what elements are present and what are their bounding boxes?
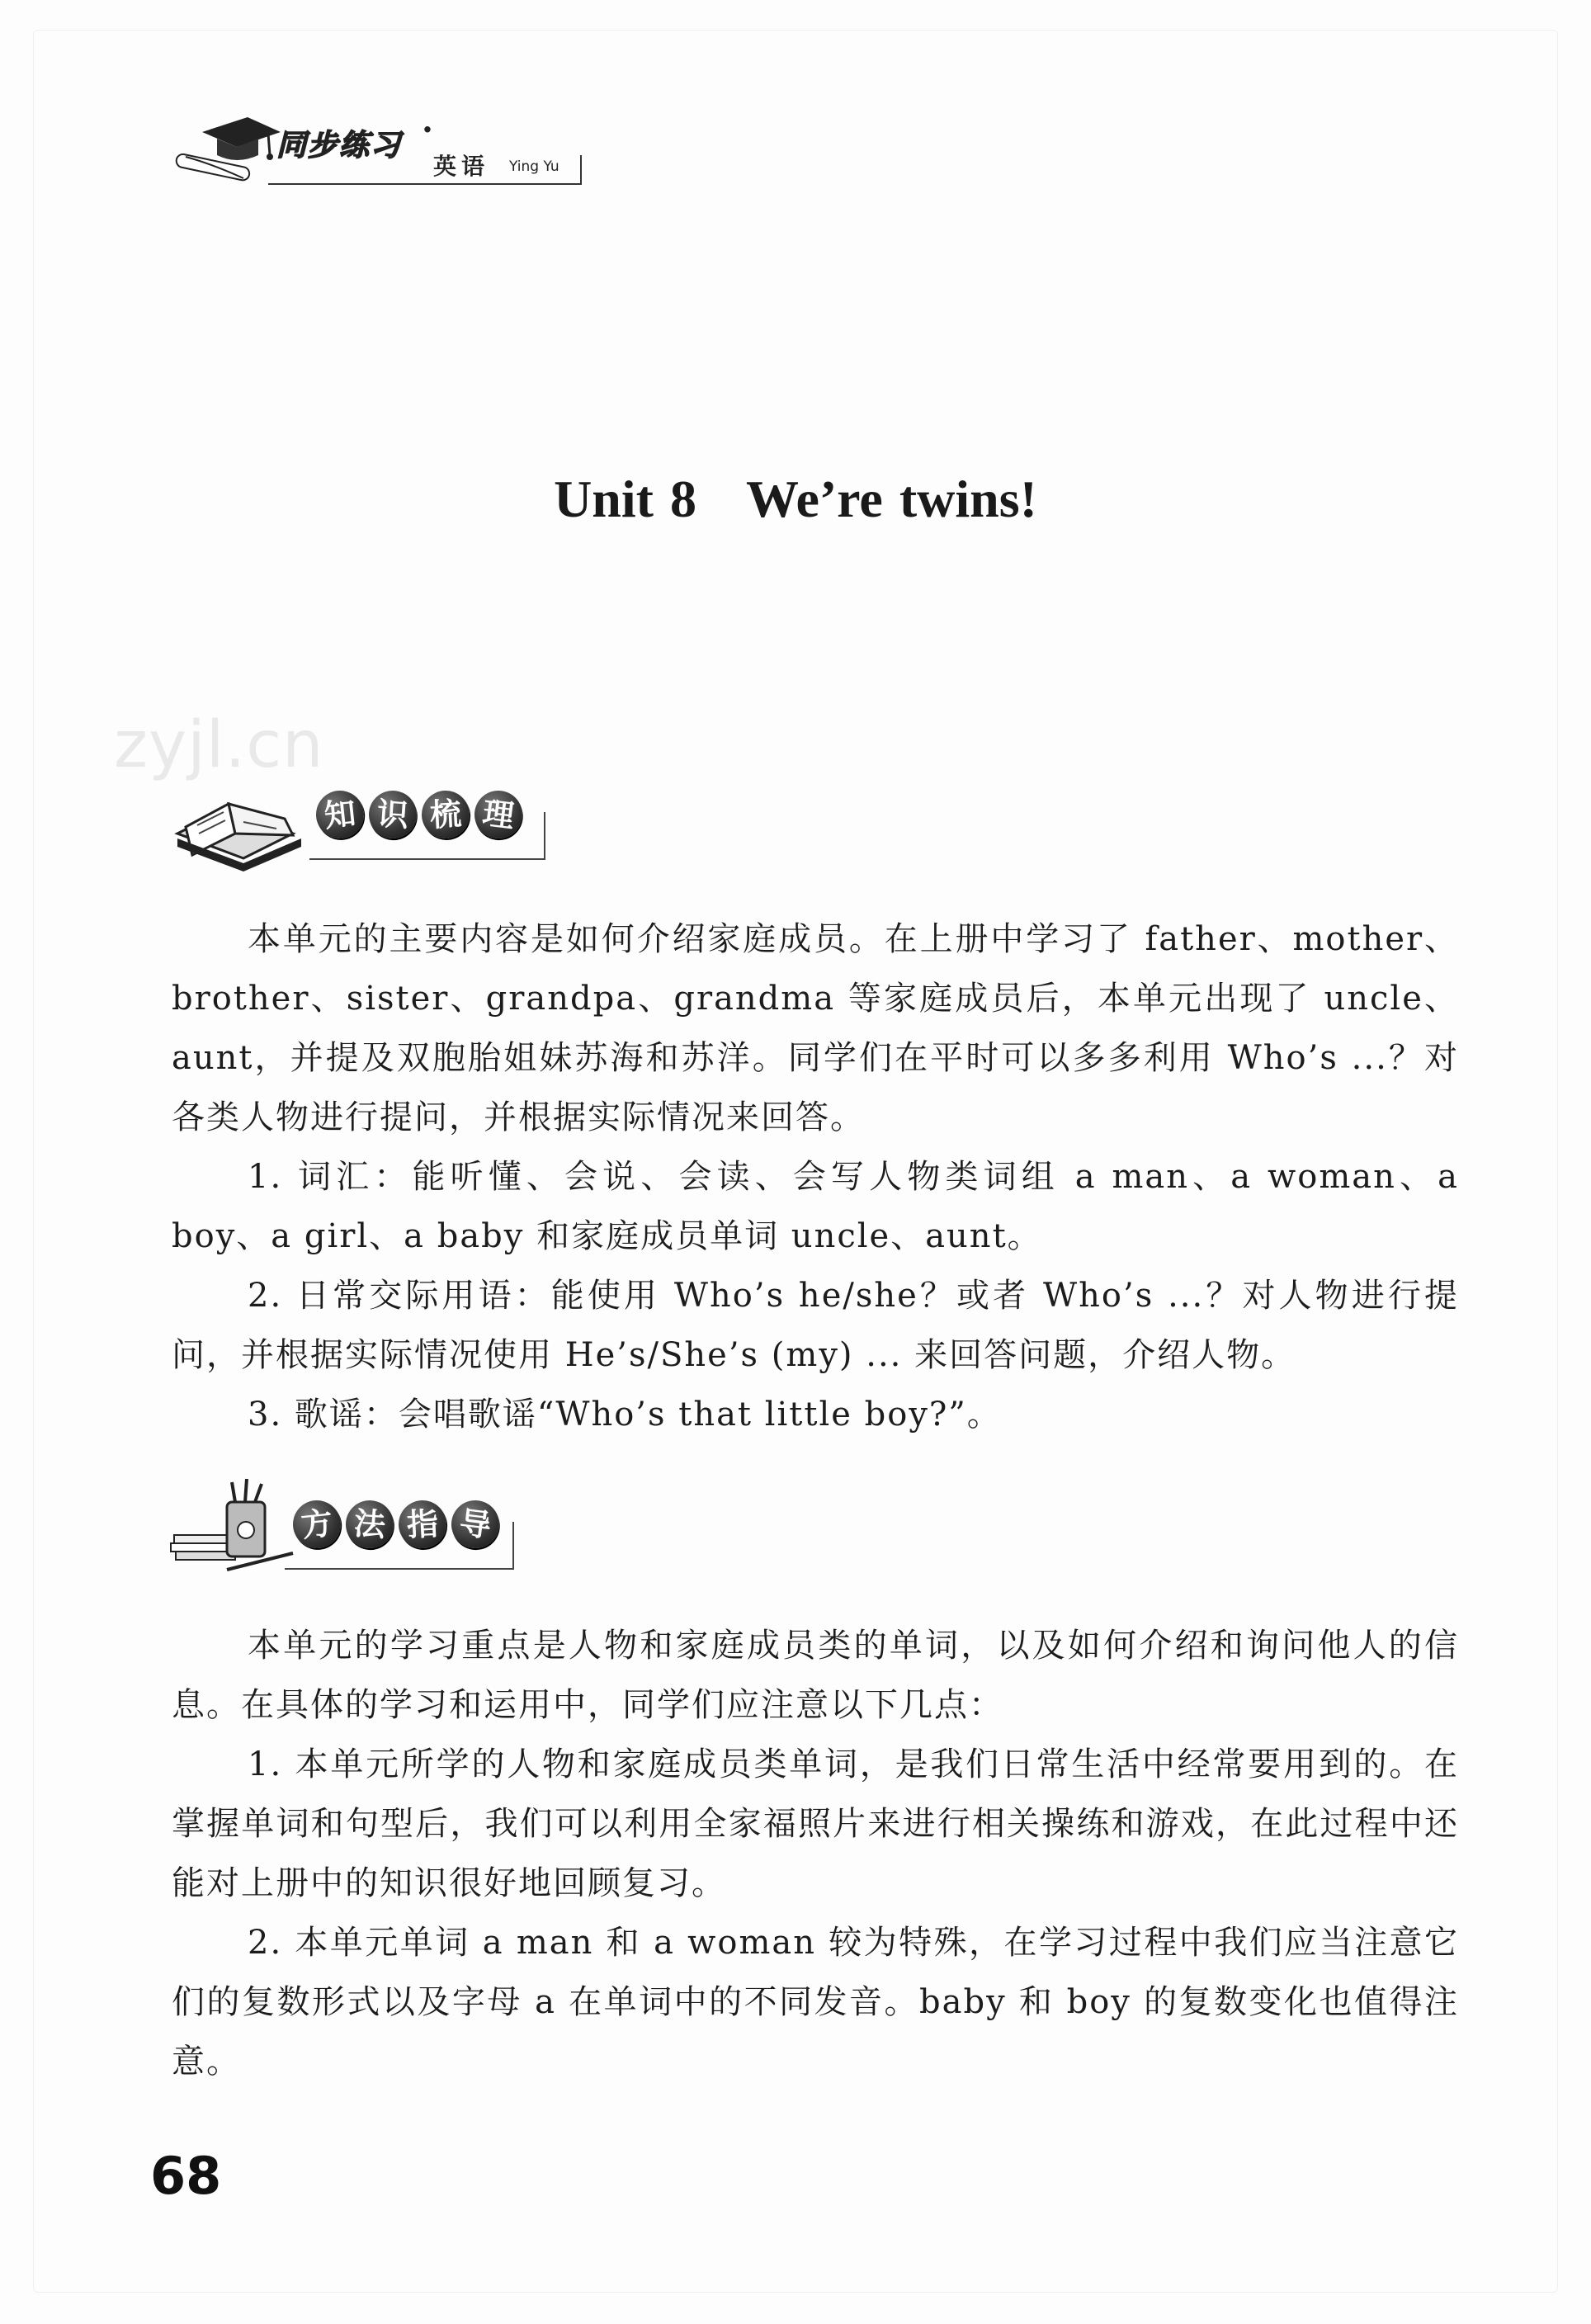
pencil-cup-icon — [169, 1477, 301, 1576]
paragraph: 2. 日常交际用语：能使用 Who’s he/she？或者 Who’s ...？对人物进行提问，并根据实际情况使用 He’s/She’s (my) ... 来回答问题，介绍人物。 — [172, 1277, 1459, 1374]
section-heading-method — [169, 1477, 516, 1576]
open-book-icon — [169, 776, 309, 875]
paragraph: 本单元的学习重点是人物和家庭成员类的单词，以及如何介绍和询问他人的信息。在具体的学习和运用中，同学们应注意以下几点： — [172, 1627, 1459, 1724]
heading-char: 识 — [367, 789, 418, 840]
heading-char: 知 — [314, 788, 366, 841]
heading-frame — [285, 1522, 514, 1570]
header-dot: · — [422, 111, 433, 149]
paragraph: 2. 本单元单词 a man 和 a woman 较为特殊，在学习过程中我们应当注意它们的复数形式以及字母 a 在单词中的不同发音。baby 和 boy 的复数变化也值得注意。 — [172, 1924, 1459, 2081]
heading-char: 导 — [449, 1498, 503, 1552]
unit-name: We’re twins! — [745, 470, 1037, 528]
paragraph: 1. 本单元所学的人物和家庭成员类单词，是我们日常生活中经常要用到的。在掌握单词和句型后，我们可以利用全家福照片来进行相关操练和游戏，在此过程中还能对上册中的知识很好地回顾复习。 — [172, 1745, 1459, 1902]
subject-pinyin: Ying Yu — [509, 158, 559, 175]
unit-number: Unit 8 — [554, 470, 696, 528]
paragraph: 本单元的主要内容是如何介绍家庭成员。在上册中学习了 father、mother、brother、sister、grandpa、grandma 等家庭成员后，本单元出现了 uncle、aunt，并提及双胞胎姐妹苏海和苏洋。同学们在平时可以多多利用 Who’s ...？对各类人物进行提问，并根据实际情况来回答。 — [172, 920, 1459, 1136]
heading-char: 方 — [290, 1498, 343, 1551]
subject-label: 英语 — [433, 153, 490, 180]
book-header — [169, 107, 598, 190]
header-rule-end — [580, 155, 582, 183]
paragraph: 3. 歌谣：会唱歌谣“Who’s that little boy?”。 — [248, 1396, 1002, 1434]
graduation-cap-icon — [169, 107, 285, 190]
page-number: 68 — [150, 2146, 222, 2206]
section-heading-knowledge — [169, 776, 549, 875]
paragraph: 1. 词汇：能听懂、会说、会读、会写人物类词组 a man、a woman、a boy、a girl、a baby 和家庭成员单词 uncle、aunt。 — [172, 1158, 1459, 1255]
heading-char: 理 — [472, 788, 526, 842]
header-rule — [268, 183, 582, 185]
heading-char: 指 — [398, 1500, 448, 1550]
heading-char: 法 — [344, 1499, 395, 1550]
unit-title — [0, 469, 1591, 530]
watermark: zyjl.cn — [114, 708, 324, 782]
heading-frame — [309, 812, 545, 860]
heading-char: 梳 — [421, 790, 471, 840]
series-title: 同步练习 — [276, 129, 403, 163]
